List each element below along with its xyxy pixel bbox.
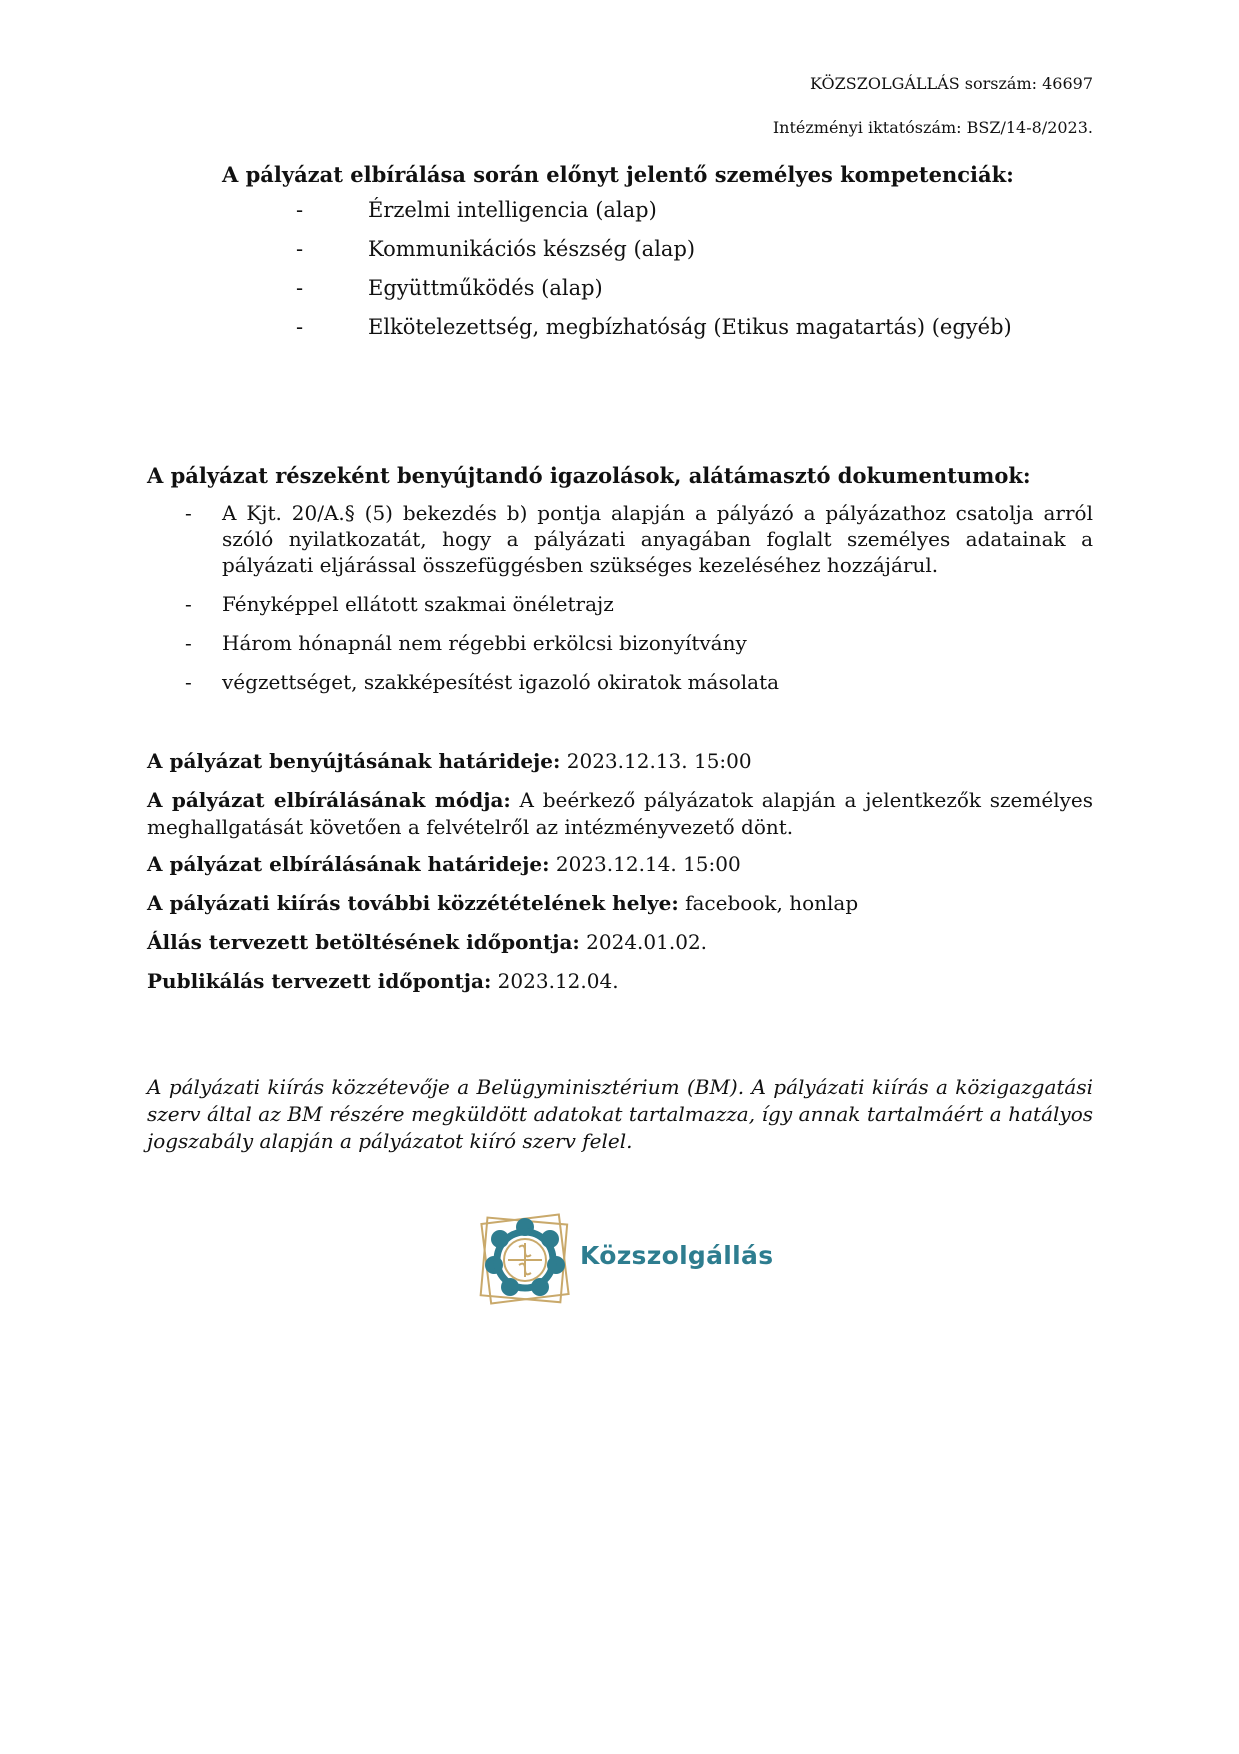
evaluation-deadline [147,851,1093,878]
list-dash: - [296,315,304,339]
list-item-text: Kommunikációs készség (alap) [368,237,696,261]
submission-deadline [147,748,1093,775]
info-value: A beérkező pályázatok alapján a jelentkezők személyes meghallgatását követően a felvételről az intézményvezető dönt. [147,788,1093,839]
list-dash: - [185,631,192,655]
list-item [185,630,1093,656]
registry-number: Intézményi iktatószám: BSZ/14-8/2023. [772,118,1093,137]
list-item-text: végzettséget, szakképesítést igazoló okiratok másolata [222,670,780,694]
list-item [296,276,1096,315]
list-item [296,198,1096,237]
info-label: Állás tervezett betöltésének időpontja: [147,930,580,954]
list-dash: - [185,670,192,694]
info-label: Publikálás tervezett időpontja: [147,969,492,993]
competencies-list [296,198,1096,354]
list-item-text: Együttműködés (alap) [368,276,603,300]
list-dash: - [296,198,304,222]
list-dash: - [185,501,192,525]
list-dash: - [296,237,304,261]
competencies-title: A pályázat elbírálása során előnyt jelentő személyes kompetenciák: [222,162,1014,187]
list-item-text: Fényképpel ellátott szakmai önéletrajz [222,592,614,616]
serial-number: KÖZSZOLGÁLLÁS sorszám: 46697 [810,74,1093,93]
info-label: A pályázat benyújtásának határideje: [147,749,561,773]
list-item [185,591,1093,617]
info-label: A pályázat elbírálásának módja: [147,788,511,812]
list-item-text: Érzelmi intelligencia (alap) [368,198,657,222]
info-value: 2023.12.13. 15:00 [560,749,752,773]
info-value: 2024.01.02. [579,930,708,954]
list-dash: - [185,592,192,616]
list-item [185,500,1093,578]
info-value: facebook, honlap [678,891,859,915]
disclaimer: A pályázati kiírás közzétevője a Belügyminisztérium (BM). A pályázati kiírás a közigazgatási szerv által az BM részére megküldött adatokat tartalmazza, így annak tartalmáért a hatályos jogszabály alapján a pályázatot kiíró szerv felel. [147,1075,1093,1153]
list-item [185,669,1093,695]
publication-place [147,890,1093,917]
list-item [296,315,1096,354]
list-item-text: Elkötelezettség, megbízhatóság (Etikus magatartás) (egyéb) [368,315,1012,339]
planned-start-date [147,929,1093,956]
info-value: 2023.12.04. [491,969,619,993]
kozszolgallas-emblem-icon [470,1205,580,1315]
planned-publication-date [147,968,1093,995]
logo-text: Közszolgállás [580,1241,774,1270]
info-value: 2023.12.14. 15:00 [549,852,741,876]
evaluation-method [147,787,1093,841]
list-item-text: Három hónapnál nem régebbi erkölcsi bizonyítvány [222,631,747,655]
info-label: A pályázati kiírás további közzétételének helye: [147,891,679,915]
documents-title: A pályázat részeként benyújtandó igazolások, alátámasztó dokumentumok: [147,463,1031,488]
list-item [296,237,1096,276]
list-item-text: A Kjt. 20/A.§ (5) bekezdés b) pontja alapján a pályázó a pályázathoz csatolja arról szóló nyilatkozatát, hogy a pályázati anyagában foglalt személyes adatainak a pályázati eljárással összefüggésben szükséges kezeléséhez hozzájárul. [222,501,1093,577]
kozszolgallas-logo [470,1205,774,1315]
info-label: A pályázat elbírálásának határideje: [147,852,550,876]
list-dash: - [296,276,304,300]
documents-list [185,500,1093,708]
